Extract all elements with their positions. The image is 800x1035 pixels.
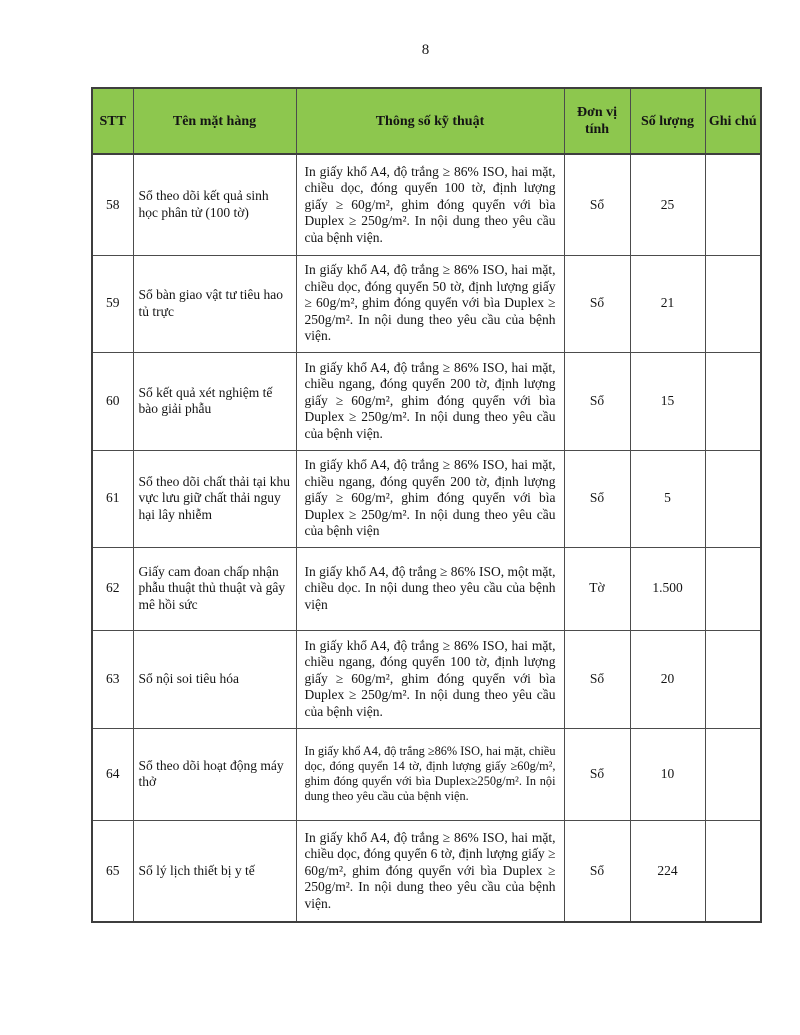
header-stt: STT (92, 88, 133, 154)
header-row (92, 88, 761, 154)
cell-stt: 62 (92, 547, 133, 630)
cell-unit: Sổ (564, 154, 630, 255)
cell-specs: In giấy khổ A4, độ trắng ≥ 86% ISO, hai mặt, chiều ngang, đóng quyển 100 tờ, định lượng giấy ≥ 60g/m², ghim đóng quyển với bìa Duplex ≥ 250g/m². In nội dung theo yêu cầu của bệnh viện. (296, 630, 564, 728)
page-number: 8 (421, 42, 430, 58)
cell-stt: 60 (92, 352, 133, 450)
cell-unit: Sổ (564, 352, 630, 450)
cell-specs: In giấy khổ A4, độ trắng ≥ 86% ISO, hai mặt, chiều dọc, đóng quyển 100 tờ, định lượng giấy ≥ 60g/m², ghim đóng quyển với bìa Duplex ≥ 250g/m². In nội dung theo yêu cầu của bệnh viện. (296, 154, 564, 255)
cell-quantity: 10 (630, 728, 705, 820)
header-specs: Thông số kỹ thuật (296, 88, 564, 154)
cell-quantity: 21 (630, 255, 705, 352)
cell-quantity: 1.500 (630, 547, 705, 630)
cell-notes (705, 154, 761, 255)
cell-stt: 65 (92, 820, 133, 922)
cell-notes (705, 728, 761, 820)
cell-unit: Sổ (564, 630, 630, 728)
table-row (92, 352, 761, 450)
cell-notes (705, 630, 761, 728)
cell-stt: 58 (92, 154, 133, 255)
header-unit: Đơn vị tính (564, 88, 630, 154)
supplies-table (91, 87, 762, 923)
table-row (92, 154, 761, 255)
cell-item-name: Sổ kết quả xét nghiệm tế bào giải phẫu (133, 352, 296, 450)
cell-item-name: Giấy cam đoan chấp nhận phẫu thuật thủ thuật và gây mê hồi sức (133, 547, 296, 630)
cell-quantity: 20 (630, 630, 705, 728)
cell-stt: 64 (92, 728, 133, 820)
table-header (92, 88, 761, 154)
table-row (92, 630, 761, 728)
cell-unit: Sổ (564, 450, 630, 547)
cell-item-name: Sổ lý lịch thiết bị y tế (133, 820, 296, 922)
cell-specs: In giấy khổ A4, độ trắng ≥ 86% ISO, hai mặt, chiều dọc, đóng quyển 6 tờ, định lượng giấy ≥ 60g/m², ghim đóng quyển với bìa Duplex ≥ 250g/m². In nội dung theo yêu cầu của bệnh viện. (296, 820, 564, 922)
cell-specs: In giấy khổ A4, độ trắng ≥86% ISO, hai mặt, chiều dọc, đóng quyển 14 tờ, định lượng giấy ≥60g/m², ghim đóng quyển với bìa Duplex≥250g/m². In nội dung theo yêu cầu của bệnh viện. (296, 728, 564, 820)
cell-stt: 59 (92, 255, 133, 352)
table-row (92, 450, 761, 547)
cell-specs: In giấy khổ A4, độ trắng ≥ 86% ISO, một mặt, chiều dọc. In nội dung theo yêu cầu của bệnh viện (296, 547, 564, 630)
cell-item-name: Sổ bàn giao vật tư tiêu hao tủ trực (133, 255, 296, 352)
cell-notes (705, 450, 761, 547)
cell-notes (705, 547, 761, 630)
cell-specs: In giấy khổ A4, độ trắng ≥ 86% ISO, hai mặt, chiều ngang, đóng quyển 200 tờ, định lượng giấy ≥ 60g/m², ghim đóng quyển với bìa Duplex ≥ 250g/m². In nội dung theo yêu cầu của bệnh viện. (296, 352, 564, 450)
cell-unit: Sổ (564, 728, 630, 820)
cell-item-name: Sổ theo dõi kết quả sinh học phân tử (100 tờ) (133, 154, 296, 255)
cell-item-name: Sổ nội soi tiêu hóa (133, 630, 296, 728)
cell-notes (705, 255, 761, 352)
cell-stt: 63 (92, 630, 133, 728)
table-row (92, 820, 761, 922)
cell-item-name: Sổ theo dõi chất thải tại khu vực lưu giữ chất thải nguy hại lây nhiễm (133, 450, 296, 547)
table-body (92, 154, 761, 922)
cell-notes (705, 820, 761, 922)
cell-quantity: 15 (630, 352, 705, 450)
cell-quantity: 224 (630, 820, 705, 922)
cell-unit: Sổ (564, 255, 630, 352)
table-row (92, 547, 761, 630)
cell-notes (705, 352, 761, 450)
cell-unit: Sổ (564, 820, 630, 922)
table-row (92, 255, 761, 352)
cell-quantity: 25 (630, 154, 705, 255)
cell-stt: 61 (92, 450, 133, 547)
cell-unit: Tờ (564, 547, 630, 630)
table-row (92, 728, 761, 820)
header-item-name: Tên mặt hàng (133, 88, 296, 154)
cell-item-name: Sổ theo dõi hoạt động máy thở (133, 728, 296, 820)
cell-specs: In giấy khổ A4, độ trắng ≥ 86% ISO, hai mặt, chiều dọc, đóng quyển 50 tờ, định lượng giấy ≥ 60g/m², ghim đóng quyển với bìa Duplex ≥ 250g/m². In nội dung theo yêu cầu của bệnh viện. (296, 255, 564, 352)
cell-quantity: 5 (630, 450, 705, 547)
header-quantity: Số lượng (630, 88, 705, 154)
cell-specs: In giấy khổ A4, độ trắng ≥ 86% ISO, hai mặt, chiều ngang, đóng quyển 200 tờ, định lượng giấy ≥ 60g/m², ghim đóng quyển với bìa Duplex ≥ 250g/m². In nội dung theo yêu cầu của bệnh viện (296, 450, 564, 547)
header-notes: Ghi chú (705, 88, 761, 154)
